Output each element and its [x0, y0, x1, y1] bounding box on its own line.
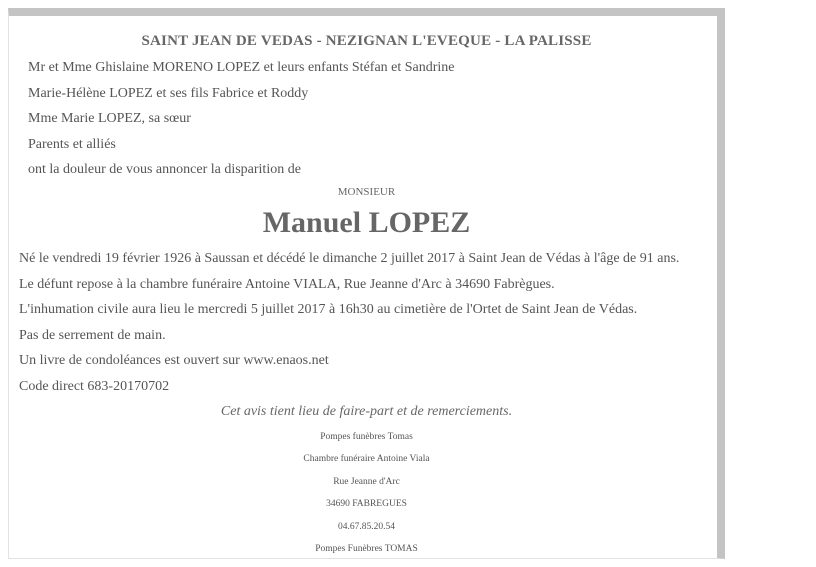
family-line-2: Marie-Hélène LOPEZ et ses fils Fabrice et Roddy [28, 86, 309, 101]
detail-line-6: Code direct 683-20170702 [19, 379, 170, 394]
detail-line-5: Un livre de condoléances est ouvert sur www.enaos.net [19, 353, 329, 368]
funeral-home-line-4: 34690 FABREGUES [326, 499, 407, 509]
detail-line-1: Né le vendredi 19 février 1926 à Saussan et décédé le dimanche 2 juillet 2017 à Saint Jean de Védas à l'âge de 91 ans. [19, 251, 680, 266]
deceased-title: MONSIEUR [337, 186, 396, 198]
deceased-name: Manuel LOPEZ [262, 206, 471, 239]
detail-line-3: L'inhumation civile aura lieu le mercredi 5 juillet 2017 à 16h30 au cimetière de l'Ortet de Saint Jean de Védas. [19, 302, 638, 317]
obituary-notice [8, 8, 725, 559]
detail-line-4: Pas de serrement de main. [19, 328, 166, 343]
closing-text: Cet avis tient lieu de faire-part et de remerciements. [220, 404, 513, 419]
family-line-1: Mr et Mme Ghislaine MORENO LOPEZ et leurs enfants Stéfan et Sandrine [28, 60, 455, 75]
funeral-home-line-2: Chambre funéraire Antoine Viala [303, 454, 430, 464]
family-line-5: ont la douleur de vous annoncer la disparition de [28, 162, 301, 177]
funeral-home-line-6: Pompes Funèbres TOMAS [315, 544, 418, 554]
funeral-home-line-3: Rue Jeanne d'Arc [333, 477, 400, 487]
funeral-home-line-5: 04.67.85.20.54 [338, 522, 395, 532]
funeral-home-line-1: Pompes funèbres Tomas [320, 432, 413, 442]
detail-line-2: Le défunt repose à la chambre funéraire Antoine VIALA, Rue Jeanne d'Arc à 34690 Fabrègues. [19, 277, 555, 292]
notice-heading: SAINT JEAN DE VEDAS - NEZIGNAN L'EVEQUE - LA PALISSE [141, 33, 592, 49]
family-line-4: Parents et alliés [28, 137, 116, 152]
family-line-3: Mme Marie LOPEZ, sa sœur [28, 111, 191, 126]
